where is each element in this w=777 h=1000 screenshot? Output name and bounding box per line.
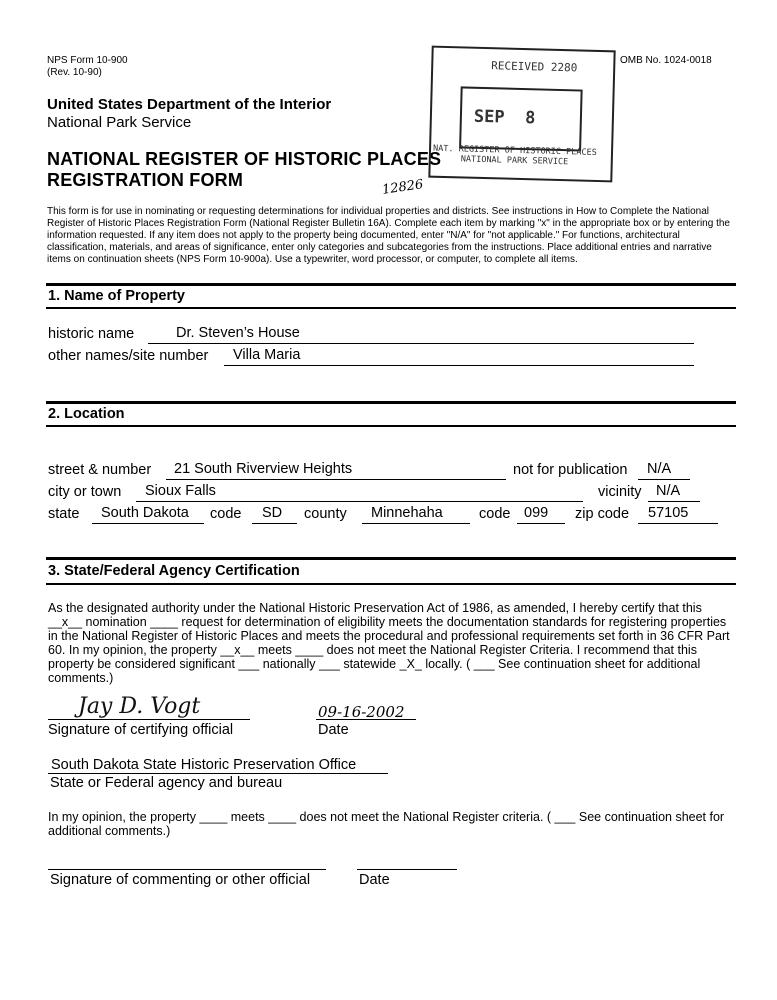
agency-label: State or Federal agency and bureau bbox=[50, 775, 283, 791]
state-value: South Dakota bbox=[101, 505, 189, 521]
section-divider bbox=[46, 283, 736, 286]
not-for-publication-line bbox=[638, 479, 690, 480]
vicinity-line bbox=[648, 501, 700, 502]
section-3-title: 3. State/Federal Agency Certification bbox=[48, 563, 300, 579]
street-label: street & number bbox=[48, 462, 152, 478]
city-line bbox=[136, 501, 583, 502]
vicinity-label: vicinity bbox=[598, 484, 642, 500]
state-code-line bbox=[252, 523, 297, 524]
city-value: Sioux Falls bbox=[145, 483, 216, 499]
city-label: city or town bbox=[48, 484, 122, 500]
section-divider bbox=[46, 583, 736, 585]
handwritten-reference-number: 12826 bbox=[381, 177, 425, 198]
other-names-value: Villa Maria bbox=[233, 347, 301, 363]
street-value: 21 South Riverview Heights bbox=[174, 461, 353, 477]
section-divider bbox=[46, 307, 736, 309]
state-code-label: code bbox=[210, 506, 242, 522]
instructions-paragraph: This form is for use in nominating or requesting determinations for individual properties and districts. See instructions in How to Complete the National Register of Historic Places Registration Form (National Register Bulletin 16A). Complete each item by marking "x" in the appropriate box or by entering the information requested. If any item does not apply to the property being documented, enter "N/A" for "not applicable." For functions, architectural classification, materials, and areas of significance, enter only categories and subcategories from the instructions. Place additional entries and narrative items on continuation sheets (NPS Form 10-900a). Use a typewriter, word processor, or computer, to complete all items. bbox=[47, 206, 730, 265]
commenting-signature-line bbox=[48, 869, 326, 870]
vicinity-value: N/A bbox=[656, 483, 681, 499]
received-stamp bbox=[428, 46, 615, 183]
service-name: National Park Service bbox=[47, 114, 192, 131]
not-for-publication-label: not for publication bbox=[513, 462, 628, 478]
form-title: NATIONAL REGISTER OF HISTORIC PLACES bbox=[47, 149, 442, 169]
county-label: county bbox=[304, 506, 347, 522]
section-1-title: 1. Name of Property bbox=[48, 288, 185, 304]
historic-name-line bbox=[148, 343, 694, 344]
certification-paragraph: __x__ nomination ____ request for determination of eligibility meets the documentation standards for registering properties in the National Register of Historic Places and meets the procedural and professional requirements set forth in 36 CFR Part 60. In my opinion, the property __x__ meets ____ does not meet the National Register Criteria. I recommend that this property be considered significant ___ nationally ___ statewide _X_ locally. ( ___ See continuation sheet for additional comments.) bbox=[48, 615, 730, 685]
signature-label: Signature of certifying official bbox=[48, 722, 234, 738]
county-code-label: code bbox=[479, 506, 511, 522]
historic-name-value: Dr. Steven’s House bbox=[176, 325, 300, 341]
form-subtitle: REGISTRATION FORM bbox=[47, 170, 244, 190]
state-code-value: SD bbox=[262, 505, 283, 521]
omb-number: OMB No. 1024-0018 bbox=[620, 55, 712, 66]
stamp-date: SEP 8 bbox=[473, 106, 536, 129]
certifying-official-signature: Jay D. Vogt bbox=[78, 694, 201, 719]
department-name: United States Department of the Interior bbox=[47, 96, 332, 113]
commenting-date-line bbox=[357, 869, 457, 870]
certification-date-value: 09-16-2002 bbox=[318, 703, 405, 721]
other-names-line bbox=[224, 365, 694, 366]
commenting-signature-label: Signature of commenting or other official bbox=[50, 872, 311, 888]
certification-date-label: Date bbox=[318, 722, 349, 738]
stamp-register-text: NAT. REGISTER OF HISTORIC PLACES bbox=[432, 143, 597, 158]
other-names-label: other names/site number bbox=[48, 348, 209, 364]
historic-name-label: historic name bbox=[48, 326, 135, 342]
zip-value: 57105 bbox=[648, 505, 689, 521]
section-divider bbox=[46, 401, 736, 404]
agency-line bbox=[48, 773, 388, 774]
zip-label: zip code bbox=[575, 506, 630, 522]
agency-value: South Dakota State Historic Preservation Office bbox=[51, 757, 357, 773]
county-value: Minnehaha bbox=[371, 505, 443, 521]
zip-line bbox=[638, 523, 718, 524]
street-line bbox=[166, 479, 506, 480]
county-code-line bbox=[517, 523, 565, 524]
section-2-title: 2. Location bbox=[48, 406, 125, 422]
signature-line bbox=[48, 719, 250, 720]
state-label: state bbox=[48, 506, 80, 522]
form-number: NPS Form 10-900 bbox=[47, 55, 128, 66]
section-divider bbox=[46, 557, 736, 560]
commenting-date-label: Date bbox=[359, 872, 390, 888]
date-line bbox=[316, 719, 416, 720]
form-revision: (Rev. 10-90) bbox=[47, 67, 102, 78]
not-for-publication-value: N/A bbox=[647, 461, 672, 477]
stamp-service-text: NATIONAL PARK SERVICE bbox=[460, 154, 569, 168]
state-line bbox=[92, 523, 204, 524]
county-line bbox=[362, 523, 470, 524]
stamp-received-text: RECEIVED 2280 bbox=[491, 59, 578, 75]
opinion-paragraph: In my opinion, the property ____ meets ____ does not meet the National Register criteria. ( ___ See continuation sheet for additional comments.) bbox=[48, 810, 725, 838]
county-code-value: 099 bbox=[524, 505, 549, 521]
stamp-date-box bbox=[459, 86, 583, 151]
section-divider bbox=[46, 425, 736, 427]
certification-intro-line: As the designated authority under the National Historic Preservation Act of 1986, as amended, I hereby certify that this bbox=[48, 601, 702, 615]
